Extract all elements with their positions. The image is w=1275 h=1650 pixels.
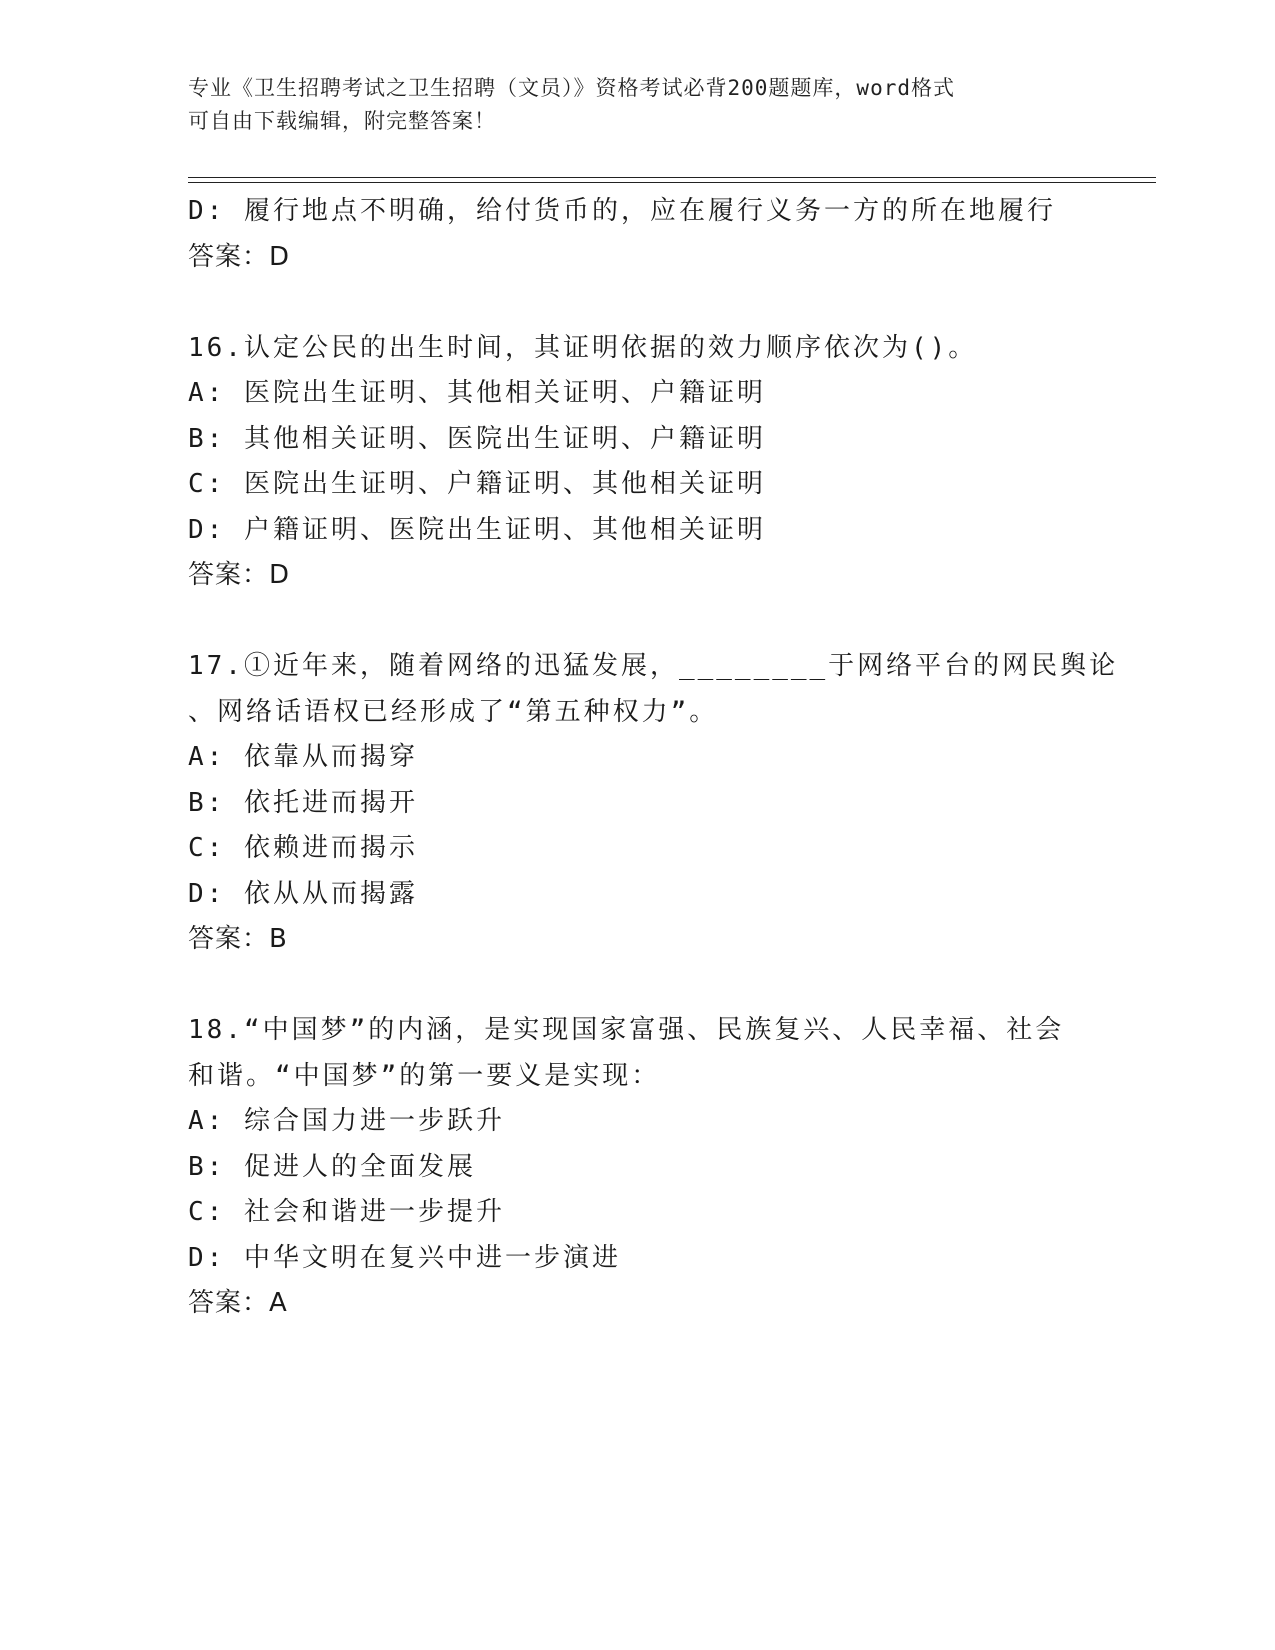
answer: 答案：D: [188, 241, 291, 272]
header-divider-bottom: [188, 182, 1156, 183]
header-line-1: 专业《卫生招聘考试之卫生招聘（文员）》资格考试必背200题题库，word格式: [188, 76, 955, 100]
header-line-2: 可自由下载编辑，附完整答案！: [188, 109, 496, 133]
option-a: A: 依靠从而揭穿: [188, 742, 418, 772]
question-content: [188, 189, 1119, 1327]
option-a: A: 综合国力进一步跃升: [188, 1106, 505, 1136]
option-a: A: 医院出生证明、其他相关证明、户籍证明: [188, 378, 766, 408]
question-18: [188, 1008, 1088, 1327]
option-d: D: 依从从而揭露: [188, 878, 418, 909]
option-b: B: 促进人的全面发展: [188, 1151, 476, 1182]
question-stem: 17.①近年来，随着网络的迅猛发展，________于网络平台的网民舆论: [188, 651, 1119, 681]
question-17: [188, 644, 1119, 963]
spacer: [188, 963, 1088, 1009]
question-16: [188, 326, 1088, 599]
answer: 答案：A: [188, 1288, 288, 1318]
spacer: [188, 599, 1088, 645]
header-divider-top: [188, 177, 1156, 178]
option-d: D: 履行地点不明确，给付货币的，应在履行义务一方的所在地履行: [188, 196, 1056, 226]
question-stem-continued: 和谐。“中国梦”的第一要义是实现：: [188, 1060, 661, 1091]
option-c: C: 医院出生证明、户籍证明、其他相关证明: [188, 469, 766, 499]
option-c: C: 社会和谐进一步提升: [188, 1197, 505, 1227]
option-b: B: 依托进而揭开: [188, 787, 418, 818]
option-c: C: 依赖进而揭示: [188, 833, 418, 863]
question-stem-continued: 、网络话语权已经形成了“第五种权力”。: [188, 696, 719, 727]
question-15-tail: [188, 189, 1088, 280]
question-stem: 16.认定公民的出生时间，其证明依据的效力顺序依次为()。: [188, 332, 978, 363]
option-b: B: 其他相关证明、医院出生证明、户籍证明: [188, 423, 766, 454]
option-d: D: 户籍证明、医院出生证明、其他相关证明: [188, 514, 766, 545]
spacer: [188, 280, 1088, 326]
option-d: D: 中华文明在复兴中进一步演进: [188, 1242, 621, 1273]
answer: 答案：D: [188, 560, 291, 590]
page-header: [188, 72, 1088, 138]
question-stem: 18.“中国梦”的内涵，是实现国家富强、民族复兴、人民幸福、社会: [188, 1015, 1065, 1045]
answer: 答案：B: [188, 924, 288, 954]
